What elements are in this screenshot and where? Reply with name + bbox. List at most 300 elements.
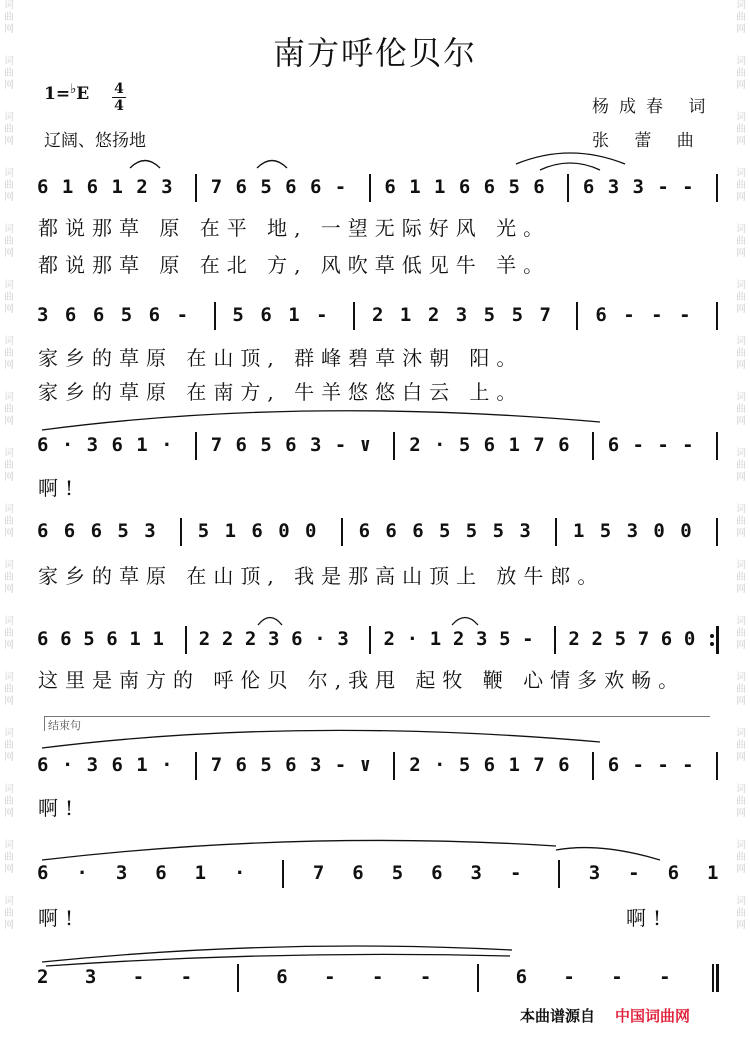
watermark-glyph: 网 — [736, 808, 746, 819]
watermark-glyph: 词 — [736, 56, 746, 67]
watermark-glyph: 词 — [4, 56, 14, 67]
barline — [567, 174, 569, 202]
watermark-glyph: 词 — [736, 112, 746, 123]
note: 2 — [409, 434, 421, 456]
note: 6 — [483, 176, 496, 198]
note: 1 — [129, 628, 141, 650]
note: 6 — [558, 754, 570, 776]
watermark-glyph: 词 — [736, 504, 746, 515]
note: 3 — [475, 628, 488, 650]
watermark-glyph: 曲 — [736, 740, 746, 751]
note: 0 — [305, 520, 317, 542]
watermark-glyph: 网 — [4, 80, 14, 91]
note: 5 — [260, 434, 272, 456]
dash-extension: - — [628, 862, 640, 884]
watermark-glyph: 网 — [4, 360, 14, 371]
barline — [185, 626, 187, 654]
watermark-glyph: 网 — [4, 864, 14, 875]
watermark-glyph: 曲 — [4, 852, 14, 863]
watermark-glyph: 网 — [4, 528, 14, 539]
note: 6 — [352, 862, 364, 884]
barline — [369, 626, 371, 654]
note: 0 — [653, 520, 665, 542]
note: 6 — [607, 434, 620, 456]
dash-extension: - — [659, 966, 671, 988]
watermark-glyph: 词 — [736, 448, 746, 459]
note: 6 — [37, 520, 49, 542]
lyrics-row-6: 啊! — [38, 796, 81, 820]
note: 3 — [470, 862, 482, 884]
note: 6 — [515, 966, 528, 988]
note: 0 — [680, 520, 692, 542]
note: 6 — [660, 628, 673, 650]
watermark-glyph: 曲 — [4, 236, 14, 247]
note: 6 — [235, 434, 247, 456]
note: 5 — [120, 304, 133, 326]
watermark-glyph: 词 — [736, 616, 746, 627]
notes-row-5 — [0, 628, 750, 658]
watermark-glyph: 网 — [4, 192, 14, 203]
watermark-glyph: 词 — [4, 0, 14, 11]
watermark-glyph: 曲 — [4, 68, 14, 79]
note: 6 — [458, 176, 471, 198]
note: 6 — [384, 176, 396, 198]
watermark-glyph: 网 — [736, 24, 746, 35]
watermark-glyph: 词 — [4, 280, 14, 291]
note: 5 — [197, 520, 210, 542]
watermark-glyph: 词 — [736, 728, 746, 739]
note: 7 — [533, 434, 545, 456]
note: 1 — [111, 176, 123, 198]
note: 6 — [86, 176, 99, 198]
barline — [716, 518, 718, 546]
dash-extension: - — [632, 754, 644, 776]
note: 5 — [260, 754, 272, 776]
note: 1 — [508, 434, 520, 456]
note: 1 — [707, 862, 719, 884]
barline — [592, 432, 594, 460]
watermark-glyph: 词 — [4, 448, 14, 459]
watermark-glyph: 词 — [4, 560, 14, 571]
lyrics-row-4: 家乡的草原 在山顶, 我是那高山顶上 放牛郎。 — [38, 564, 605, 588]
note: 5 — [458, 754, 471, 776]
note: · — [76, 862, 88, 884]
notes-row-2 — [0, 304, 750, 334]
note: 0 — [278, 520, 290, 542]
watermark-glyph: 曲 — [736, 628, 746, 639]
watermark-glyph: 曲 — [4, 740, 14, 751]
note: 6 — [412, 520, 424, 542]
barline — [195, 174, 197, 202]
watermark-glyph: 曲 — [736, 236, 746, 247]
watermark-glyph: 网 — [736, 80, 746, 91]
note: · — [314, 628, 326, 650]
song-title: 南方呼伦贝尔 — [272, 34, 477, 72]
watermark-glyph: 网 — [4, 640, 14, 651]
watermark-glyph: 曲 — [4, 124, 14, 135]
note: 6 — [106, 628, 118, 650]
notes-row-8 — [0, 966, 750, 996]
note: 3 — [115, 862, 128, 884]
dash-extension: - — [316, 304, 328, 326]
watermark-glyph: 词 — [736, 392, 746, 403]
watermark-glyph: 曲 — [4, 180, 14, 191]
watermark-glyph: 曲 — [736, 684, 746, 695]
note: 3 — [268, 628, 280, 650]
note: 6 — [235, 176, 247, 198]
note: · — [234, 862, 246, 884]
dash-extension: - — [651, 304, 663, 326]
source-label: 本曲谱源自 — [520, 1007, 596, 1025]
watermark-glyph: 曲 — [736, 572, 746, 583]
barline — [214, 302, 216, 330]
dash-extension: - — [563, 966, 575, 988]
note: 1 — [399, 304, 412, 326]
note: 6 — [260, 304, 272, 326]
watermark-glyph: 曲 — [4, 684, 14, 695]
watermark-glyph: 词 — [4, 896, 14, 907]
watermark-glyph: 网 — [736, 304, 746, 315]
barline — [716, 752, 718, 780]
note: 6 — [558, 434, 570, 456]
note: 1 — [136, 754, 148, 776]
note: 3 — [519, 520, 531, 542]
barline — [369, 174, 371, 202]
note: 6 — [309, 176, 322, 198]
barline — [555, 518, 557, 546]
note: 2 — [244, 628, 257, 650]
dash-extension: - — [623, 304, 635, 326]
time-signature: 4 4 — [112, 82, 126, 113]
note: 3 — [309, 434, 322, 456]
watermark-glyph: 网 — [736, 920, 746, 931]
note: 2 — [427, 304, 440, 326]
note: 2 — [372, 304, 384, 326]
note: 5 — [483, 304, 496, 326]
watermark-glyph: 词 — [4, 504, 14, 515]
note: 6 — [483, 754, 496, 776]
note: 1 — [288, 304, 300, 326]
barline — [716, 174, 718, 202]
dash-extension: - — [682, 434, 694, 456]
watermark-glyph: 网 — [4, 248, 14, 259]
notes-row-7 — [0, 862, 750, 892]
note: 3 — [588, 862, 601, 884]
note: 6 — [483, 434, 496, 456]
watermark-glyph: 网 — [4, 304, 14, 315]
dash-extension: - — [132, 966, 145, 988]
note: 6 — [92, 304, 105, 326]
note: 2 — [198, 628, 211, 650]
note: · — [61, 754, 74, 776]
note: 3 — [626, 520, 639, 542]
barline — [554, 626, 556, 654]
note: 6 — [285, 754, 297, 776]
note: 5 — [499, 628, 511, 650]
notes-row-3 — [0, 434, 750, 464]
watermark-glyph: 曲 — [736, 68, 746, 79]
watermark-glyph: 曲 — [4, 460, 14, 471]
note: 3 — [86, 754, 99, 776]
dash-extension: - — [657, 754, 669, 776]
note: 1 — [61, 176, 74, 198]
note: 6 — [285, 176, 297, 198]
dash-extension: - — [180, 966, 193, 988]
note: · — [434, 754, 446, 776]
watermark-glyph: 网 — [4, 416, 14, 427]
note: 6 — [235, 754, 247, 776]
source-brand-link[interactable]: 中国词曲网 — [615, 1007, 691, 1025]
lyrics-row-2-verse-1: 家乡的草原 在山顶, 群峰碧草沐朝 阳。 — [38, 346, 524, 370]
note: 1 — [429, 628, 442, 650]
barline — [195, 432, 197, 460]
watermark-glyph: 词 — [4, 728, 14, 739]
note: 1 — [508, 754, 520, 776]
note: 6 — [155, 862, 167, 884]
note: 6 — [291, 628, 303, 650]
note: 5 — [465, 520, 478, 542]
barline — [237, 964, 239, 992]
note: 7 — [539, 304, 551, 326]
note: 6 — [285, 434, 297, 456]
repeat-dot — [710, 634, 714, 638]
watermark-glyph: 网 — [736, 192, 746, 203]
lyrics-row-7-a: 啊! — [38, 906, 81, 930]
note: 6 — [582, 176, 595, 198]
ending-section-label: 结束句 — [48, 719, 81, 732]
ending-bracket-line — [44, 716, 710, 717]
tempo-marking: 辽阔、悠扬地 — [44, 131, 146, 151]
dash-extension: - — [657, 176, 669, 198]
watermark-glyph: 词 — [4, 784, 14, 795]
note: 6 — [148, 304, 161, 326]
breath-mark: ∨ — [359, 434, 372, 456]
note: 1 — [434, 176, 446, 198]
note: 6 — [64, 304, 77, 326]
watermark-glyph: 网 — [4, 808, 14, 819]
dash-extension: - — [324, 966, 336, 988]
note: 6 — [667, 862, 680, 884]
note: 5 — [458, 434, 471, 456]
watermark-glyph: 网 — [736, 640, 746, 651]
key-signature: 1=♭E — [44, 82, 90, 104]
watermark-glyph: 词 — [4, 224, 14, 235]
dash-extension: - — [372, 966, 384, 988]
watermark-glyph: 词 — [736, 896, 746, 907]
note: 3 — [337, 628, 349, 650]
watermark-glyph: 网 — [4, 584, 14, 595]
lyrics-row-7-b: 啊! — [626, 906, 669, 930]
note: 3 — [455, 304, 468, 326]
watermark-glyph: 曲 — [736, 852, 746, 863]
notes-row-4 — [0, 520, 750, 550]
note: 3 — [84, 966, 97, 988]
note: 5 — [511, 304, 524, 326]
watermark-glyph: 词 — [736, 336, 746, 347]
watermark-glyph: 网 — [4, 696, 14, 707]
note: 2 — [409, 754, 421, 776]
watermark-glyph: 词 — [4, 392, 14, 403]
note: 2 — [221, 628, 234, 650]
watermark-glyph: 曲 — [736, 516, 746, 527]
note: 3 — [161, 176, 173, 198]
dash-extension: - — [522, 628, 534, 650]
note: 5 — [117, 520, 129, 542]
note: 5 — [439, 520, 451, 542]
note: 5 — [260, 176, 272, 198]
note: 2 — [383, 628, 395, 650]
barline — [716, 302, 718, 330]
note: 7 — [637, 628, 650, 650]
repeat-dot — [710, 642, 714, 646]
watermark-glyph: 曲 — [736, 796, 746, 807]
barline — [180, 518, 182, 546]
note: 6 — [595, 304, 607, 326]
note: 7 — [533, 754, 545, 776]
dash-extension: - — [657, 434, 669, 456]
note: 6 — [37, 434, 49, 456]
barline — [716, 432, 718, 460]
watermark-glyph: 曲 — [736, 124, 746, 135]
note: 6 — [533, 176, 545, 198]
watermark-glyph: 曲 — [4, 404, 14, 415]
notes-row-6 — [0, 754, 750, 784]
lyrics-row-5: 这里是南方的 呼伦贝 尔,我甩 起牧 鞭 心情多欢畅。 — [38, 668, 686, 692]
note: 5 — [492, 520, 505, 542]
note: 7 — [210, 176, 223, 198]
watermark-glyph: 词 — [736, 840, 746, 851]
note: 3 — [144, 520, 156, 542]
note: 1 — [224, 520, 237, 542]
barline — [576, 302, 578, 330]
dash-extension: - — [176, 304, 189, 326]
note: 7 — [312, 862, 325, 884]
watermark-glyph: 词 — [736, 784, 746, 795]
watermark-glyph: 网 — [4, 752, 14, 763]
watermark-glyph: 网 — [736, 528, 746, 539]
barline — [341, 518, 343, 546]
watermark-glyph: 曲 — [736, 460, 746, 471]
watermark-glyph: 网 — [736, 360, 746, 371]
watermark-glyph: 曲 — [4, 628, 14, 639]
watermark-glyph: 词 — [4, 112, 14, 123]
note: 5 — [391, 862, 404, 884]
note: 0 — [683, 628, 696, 650]
final-barline — [716, 964, 719, 992]
barline — [282, 860, 284, 888]
watermark-glyph: 曲 — [4, 572, 14, 583]
note: 6 — [37, 754, 49, 776]
dash-extension: - — [682, 176, 694, 198]
note: 1 — [136, 434, 148, 456]
barline — [393, 752, 395, 780]
watermark-glyph: 词 — [4, 616, 14, 627]
note: 3 — [86, 434, 99, 456]
note: 6 — [37, 862, 49, 884]
note: 2 — [568, 628, 580, 650]
note: · — [434, 434, 446, 456]
watermark-glyph: 词 — [736, 168, 746, 179]
watermark-glyph: 网 — [736, 864, 746, 875]
note: 3 — [37, 304, 49, 326]
lyrics-row-2-verse-2: 家乡的草原 在南方, 牛羊悠悠白云 上。 — [38, 380, 524, 404]
note: 5 — [508, 176, 520, 198]
watermark-glyph: 网 — [736, 248, 746, 259]
note: 7 — [210, 434, 223, 456]
watermark-glyph: 词 — [736, 224, 746, 235]
note: 6 — [358, 520, 371, 542]
barline — [353, 302, 355, 330]
lyrics-row-1-verse-1: 都说那草 原 在平 地, 一望无际好风 光。 — [38, 216, 551, 240]
note: 6 — [37, 176, 49, 198]
breath-mark: ∨ — [359, 754, 372, 776]
note: 3 — [607, 176, 620, 198]
note: 6 — [431, 862, 443, 884]
note: · — [406, 628, 419, 650]
lyrics-row-1-verse-2: 都说那草 原 在北 方, 风吹草低见牛 羊。 — [38, 253, 551, 277]
note: 3 — [309, 754, 322, 776]
barline — [195, 752, 197, 780]
dash-extension: - — [334, 176, 347, 198]
note: 6 — [111, 434, 123, 456]
note: 6 — [37, 628, 49, 650]
watermark-glyph: 网 — [736, 136, 746, 147]
watermark-glyph: 曲 — [4, 908, 14, 919]
lyricist-credit: 杨成春 词 — [592, 97, 716, 117]
note: 2 — [37, 966, 49, 988]
note: 5 — [83, 628, 95, 650]
dash-extension: - — [334, 754, 347, 776]
barline — [558, 860, 560, 888]
dash-extension: - — [611, 966, 623, 988]
watermark-glyph: 曲 — [736, 404, 746, 415]
note: 1 — [152, 628, 164, 650]
lyrics-row-3: 啊! — [38, 476, 81, 500]
watermark-glyph: 词 — [736, 672, 746, 683]
watermark-glyph: 曲 — [4, 516, 14, 527]
watermark-glyph: 网 — [4, 472, 14, 483]
watermark-glyph: 词 — [736, 0, 746, 11]
note: 6 — [90, 520, 103, 542]
watermark-glyph: 网 — [736, 472, 746, 483]
note: 1 — [409, 176, 421, 198]
note: 6 — [63, 520, 76, 542]
watermark-glyph: 网 — [736, 696, 746, 707]
watermark-glyph: 曲 — [736, 180, 746, 191]
watermark-glyph: 网 — [4, 136, 14, 147]
watermark-glyph: 词 — [4, 168, 14, 179]
watermark-glyph: 曲 — [4, 348, 14, 359]
note: 2 — [452, 628, 465, 650]
watermark-glyph: 曲 — [736, 292, 746, 303]
final-barline — [716, 626, 719, 654]
watermark-glyph: 网 — [736, 752, 746, 763]
note: 5 — [599, 520, 612, 542]
barline — [393, 432, 395, 460]
note: 6 — [251, 520, 263, 542]
watermark-glyph: 词 — [736, 280, 746, 291]
barline — [477, 964, 479, 992]
note: 2 — [591, 628, 603, 650]
note: 3 — [632, 176, 644, 198]
note: 6 — [607, 754, 620, 776]
note: 2 — [136, 176, 148, 198]
note: 5 — [614, 628, 627, 650]
note: · — [61, 434, 74, 456]
note: 1 — [573, 520, 585, 542]
watermark-glyph: 词 — [4, 336, 14, 347]
watermark-glyph: 曲 — [4, 796, 14, 807]
